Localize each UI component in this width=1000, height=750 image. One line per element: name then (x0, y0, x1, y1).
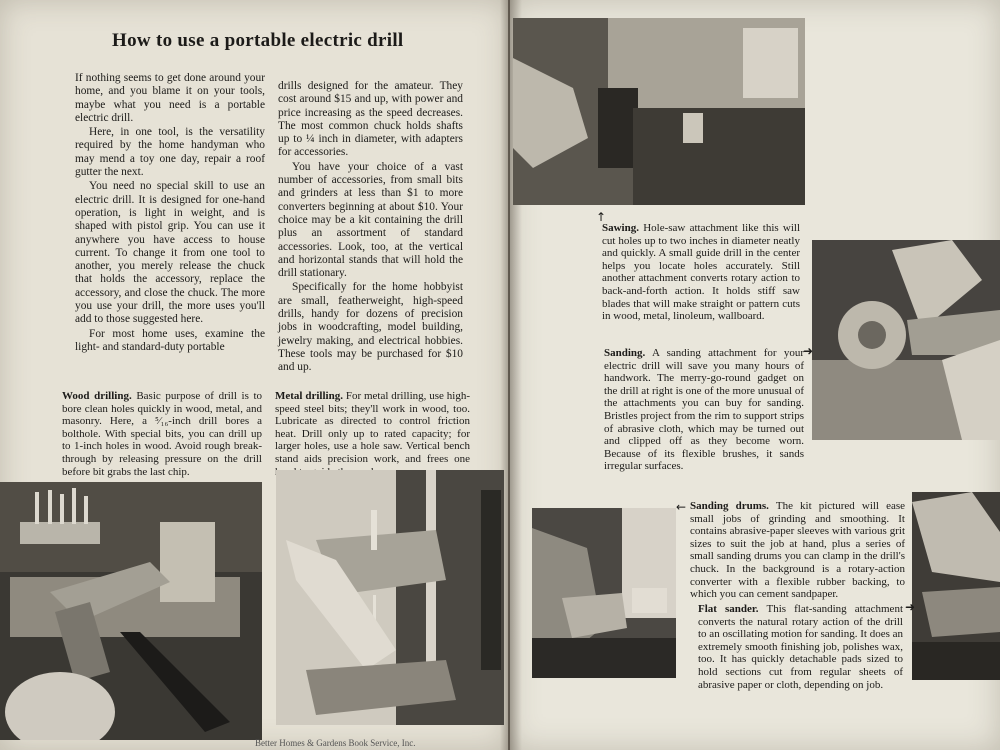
wood-drilling-text: Basic purpose of drill is to bore clean holes quickly in wood, metal, and masonry. Here, a ⁵⁄₁₆-inch drill bores a bolthole. With special bits, you can drill up to 1-inch holes in wood. Avoid rough break-through by releasing pressure on the drill before bit grabs the last chip. (62, 390, 263, 478)
intro-paragraph-6: You have your choice of a vast number of accessories, from small bits and grinders at less than $1 to more converters beginning at about $10. Your choice may be a kit containing the drill plus an assortment of standard accessories. Look, too, at the vertical and horizontal stands that will hold the drill stationary. (278, 160, 463, 280)
intro-column-1 (75, 72, 265, 355)
sanding-drums-text: The kit pictured will ease small jobs of grinding and smoothing. It contains abrasive-paper sleeves with various grit sizes to suit the job at hand, plus a series of small sanding drums you can clamp in the drill's chuck. In the background is a rotary-action converter with a flexible rubber backing, to which you can cement sandpaper. (690, 500, 906, 601)
sanding-caption (604, 347, 804, 473)
wood-drilling-photo (0, 482, 262, 740)
metal-drilling-caption (275, 390, 470, 478)
metal-drilling-heading: Metal drilling. (275, 390, 343, 402)
intro-paragraph-7: Specifically for the home hobbyist are small, featherweight, high-speed drills, handy for dozens of precision jobs in woodcrafting, model building, jewelry making, and electrical hobbies. These tools may be purchased for $10 and up. (278, 281, 463, 374)
article-title: How to use a portable electric drill (112, 30, 404, 51)
intro-column-2 (278, 80, 463, 376)
page-footer: Better Homes & Gardens Book Service, Inc. (255, 738, 416, 748)
intro-paragraph-1: If nothing seems to get done around your home, and you blame it on your tools, maybe what you need is a portable electric drill. (75, 72, 265, 124)
sawing-caption (602, 222, 800, 323)
sanding-photo (812, 240, 1000, 440)
sawing-text: Hole-saw attachment like this will cut holes up to two inches in diameter neatly and quickly. A small guide drill in the center helps you locate holes accurately. Still another attachment converts rotary action to back-and-forth action. It holds stiff saw blades that will make straight or pattern cuts in wood, metal, linoleum, wallboard. (602, 222, 800, 323)
intro-paragraph-2: Here, in one tool, is the versatility required by the home handyman who may mend a toy one day, repair a roof gutter the next. (75, 126, 265, 179)
wood-drilling-heading: Wood drilling. (62, 390, 132, 402)
arrow-right-icon-2: ➜ (905, 600, 916, 614)
metal-drilling-photo (276, 470, 504, 725)
sanding-drums-heading: Sanding drums. (690, 500, 769, 512)
sanding-drums-photo (532, 508, 676, 678)
sanding-text: A sanding attachment for your electric drill will save you many hours of handwork. The merry-go-round gadget on the drill at right is one of the more unusual of the attachments you can buy for sanding. Bristles project from the rim to support strips of abrasive cloth, which may be turned out and clipped off as they become worn. Because of its flexible brushes, it sands irregular surfaces. (604, 347, 804, 473)
intro-paragraph-5: drills designed for the amateur. They cost around $15 and up, with power and price increasing as the speed decreases. The most common chuck holds shafts up to ¼ inch in diameter, with adapters for accessories. (278, 80, 463, 159)
arrow-left-icon: ← (676, 500, 687, 514)
flat-sander-photo (912, 492, 1000, 680)
sanding-heading: Sanding. (604, 347, 646, 359)
arrow-right-icon: ➜ (803, 344, 814, 358)
sanding-drums-caption (690, 500, 905, 601)
intro-paragraph-4: For most home uses, examine the light- and standard-duty portable (75, 327, 265, 353)
metal-drilling-text: For metal drilling, use high-speed steel bits; they'll work in wood, too. Lubricate as directed to control friction heat. Drill only up to rated capacity; for larger holes, use a hole saw. Vertical bench stand aids precision work, and frees one (275, 390, 471, 465)
arrow-up-icon: ↑ (596, 210, 607, 224)
sawing-heading: Sawing. (602, 222, 639, 234)
intro-paragraph-3: You need no special skill to use an electric drill. It is designed for one-hand operation, is light in weight, and is shaped with pistol grip. You can use it anywhere you have access to house current. To change it from one tool to another, you merely release the chuck that holds the accessory, replace the accessory, and close the chuck. The more you use your drill, the more uses you'll add to those suggested here. (75, 180, 265, 326)
sawing-photo (513, 18, 805, 205)
flat-sander-heading: Flat sander. (698, 603, 759, 615)
flat-sander-caption (698, 603, 903, 691)
wood-drilling-caption (62, 390, 262, 478)
flat-sander-text: This flat-sanding attachment converts the natural rotary action of the drill to an oscillating motion for sanding. It does an extremely smooth finishing job, polishes wax, too. It has quickly detachable pads sized to hold sections cut from regular sheets of abrasive paper or cloth, depending on job. (698, 603, 903, 691)
